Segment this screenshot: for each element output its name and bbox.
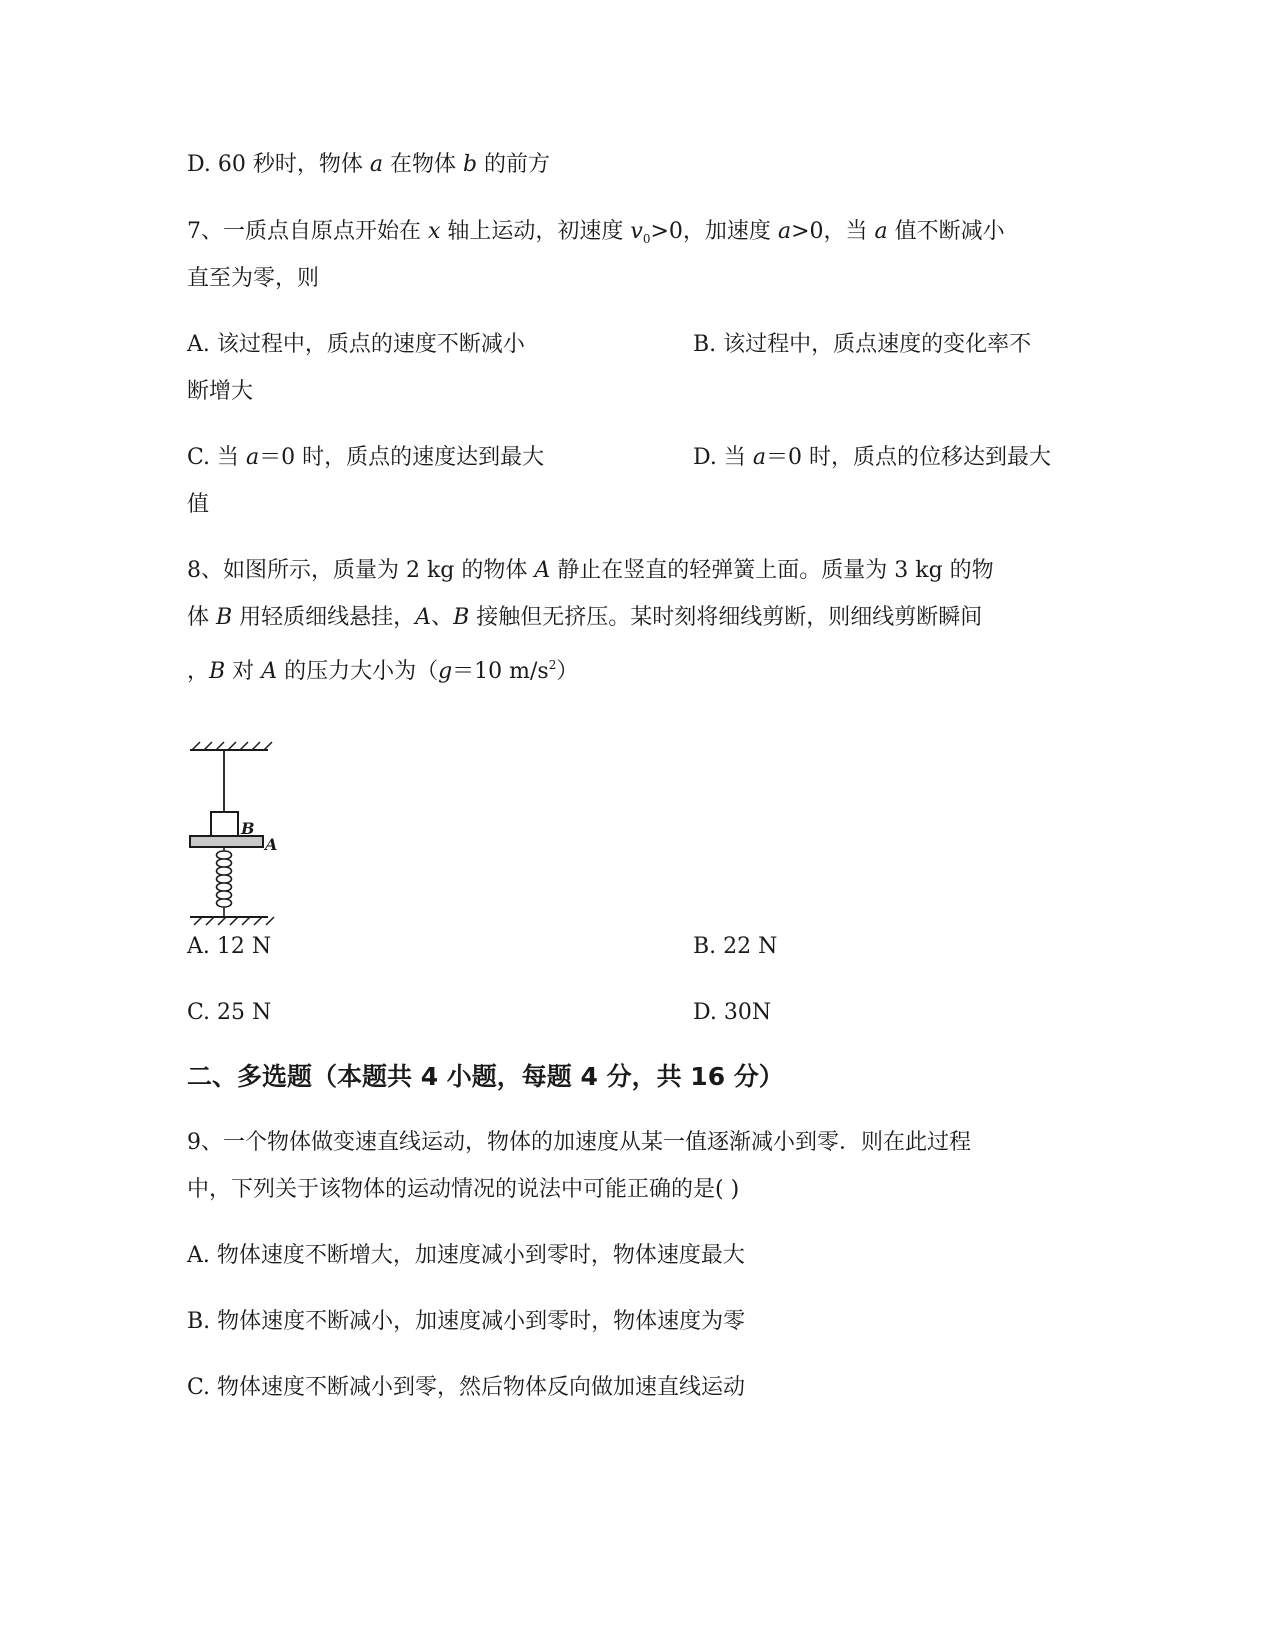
- q8-option-a: A. 12 N: [187, 934, 272, 959]
- var-a: a: [777, 219, 792, 244]
- q6-option-d-text: D. 60 秒时，物体: [187, 152, 370, 177]
- q8-stem-line-1: [187, 556, 994, 586]
- var-a: a: [752, 445, 766, 470]
- q8-option-c: C. 25 N: [187, 1000, 272, 1025]
- q8-stem-text: ，: [187, 659, 210, 684]
- var-x: x: [428, 219, 441, 244]
- q7-option-b-wrap: 断增大: [187, 379, 254, 404]
- q8-stem-text: 用轻质细线悬挂，: [232, 605, 416, 630]
- q7-stem-text: 7、一质点自原点开始在: [187, 219, 428, 244]
- section-heading-multi-choice: 二、多选题（本题共 4 小题，每题 4 分，共 16 分）: [187, 1062, 784, 1091]
- floor-hatch: [194, 917, 274, 925]
- q8-stem-text: 的压力大小为（: [277, 659, 439, 684]
- spring: [217, 847, 232, 917]
- var-B: B: [453, 605, 470, 630]
- q8-stem-line-2: [187, 603, 982, 633]
- var-a: a: [874, 219, 888, 244]
- superscript-2: 2: [548, 658, 557, 672]
- label-a: A: [265, 835, 278, 854]
- q8-stem-text: 接触但无挤压。某时刻将细线剪断，则细线剪断瞬间: [469, 605, 983, 630]
- q8-stem-text: 、: [431, 605, 454, 630]
- q7-option-d: [693, 443, 1051, 473]
- q8-stem-text: 静止在竖直的轻弹簧上面。质量为 3 kg 的物: [550, 558, 994, 583]
- q7-stem-text: >0，当: [791, 219, 875, 244]
- q6-option-d-text-end: 的前方: [477, 152, 551, 177]
- q7-option-c: [187, 443, 544, 473]
- q8-stem-text: 8、如图所示，质量为 2 kg 的物体: [187, 558, 535, 583]
- var-b: b: [462, 152, 478, 177]
- q9-option-b: B. 物体速度不断减小，加速度减小到零时，物体速度为零: [187, 1309, 746, 1334]
- block-b: [211, 812, 238, 836]
- var-a: a: [246, 445, 260, 470]
- q7-stem-text: 值不断减小: [887, 219, 1005, 244]
- q9-option-a: A. 物体速度不断增大，加速度减小到零时，物体速度最大: [187, 1243, 745, 1268]
- q7-option-a: A. 该过程中，质点的速度不断减小: [187, 332, 525, 357]
- q8-stem-text: 对: [225, 659, 262, 684]
- q8-option-b: B. 22 N: [693, 934, 778, 959]
- var-B: B: [216, 605, 233, 630]
- var-A: A: [534, 558, 551, 583]
- q6-option-d: [187, 150, 550, 180]
- var-A: A: [261, 659, 278, 684]
- q7-stem-line-2: 直至为零，则: [187, 266, 320, 291]
- q7-stem-text: >0，加速度: [650, 219, 778, 244]
- q9-stem-line-2: 中，下列关于该物体的运动情况的说法中可能正确的是( ): [187, 1177, 740, 1202]
- var-v: v: [630, 219, 643, 244]
- q7-option-c-text: ＝0 时，质点的速度达到最大: [259, 445, 545, 470]
- q7-stem-text: 轴上运动，初速度: [440, 219, 631, 244]
- q7-option-d-text: D. 当: [693, 445, 753, 470]
- var-B: B: [209, 659, 226, 684]
- q8-stem-text: 体: [187, 605, 216, 630]
- q8-stem-text: ）: [556, 659, 579, 684]
- label-b: B: [241, 819, 255, 838]
- q9-option-c: C. 物体速度不断减小到零，然后物体反向做加速直线运动: [187, 1375, 746, 1400]
- q7-stem-line-1: [187, 217, 1005, 254]
- q7-option-d-text: ＝0 时，质点的位移达到最大: [765, 445, 1051, 470]
- var-g: g: [438, 659, 453, 684]
- subscript-0: 0: [642, 232, 651, 246]
- q8-option-d: D. 30N: [693, 1000, 772, 1025]
- q7-option-b: B. 该过程中，质点速度的变化率不: [693, 332, 1032, 357]
- q8-stem-line-3: [187, 650, 578, 687]
- q7-option-c-text: C. 当: [187, 445, 247, 470]
- q9-stem-line-1: 9、一个物体做变速直线运动，物体的加速度从某一值逐渐减小到零．则在此过程: [187, 1130, 971, 1155]
- q8-stem-text: ＝10 m/s: [452, 659, 549, 684]
- var-a: a: [369, 152, 383, 177]
- ceiling-hatch: [192, 742, 272, 750]
- var-A: A: [415, 605, 432, 630]
- q7-option-c-wrap: 值: [187, 492, 210, 517]
- q6-option-d-text-mid: 在物体: [382, 152, 463, 177]
- spring-blocks-figure: [186, 738, 286, 938]
